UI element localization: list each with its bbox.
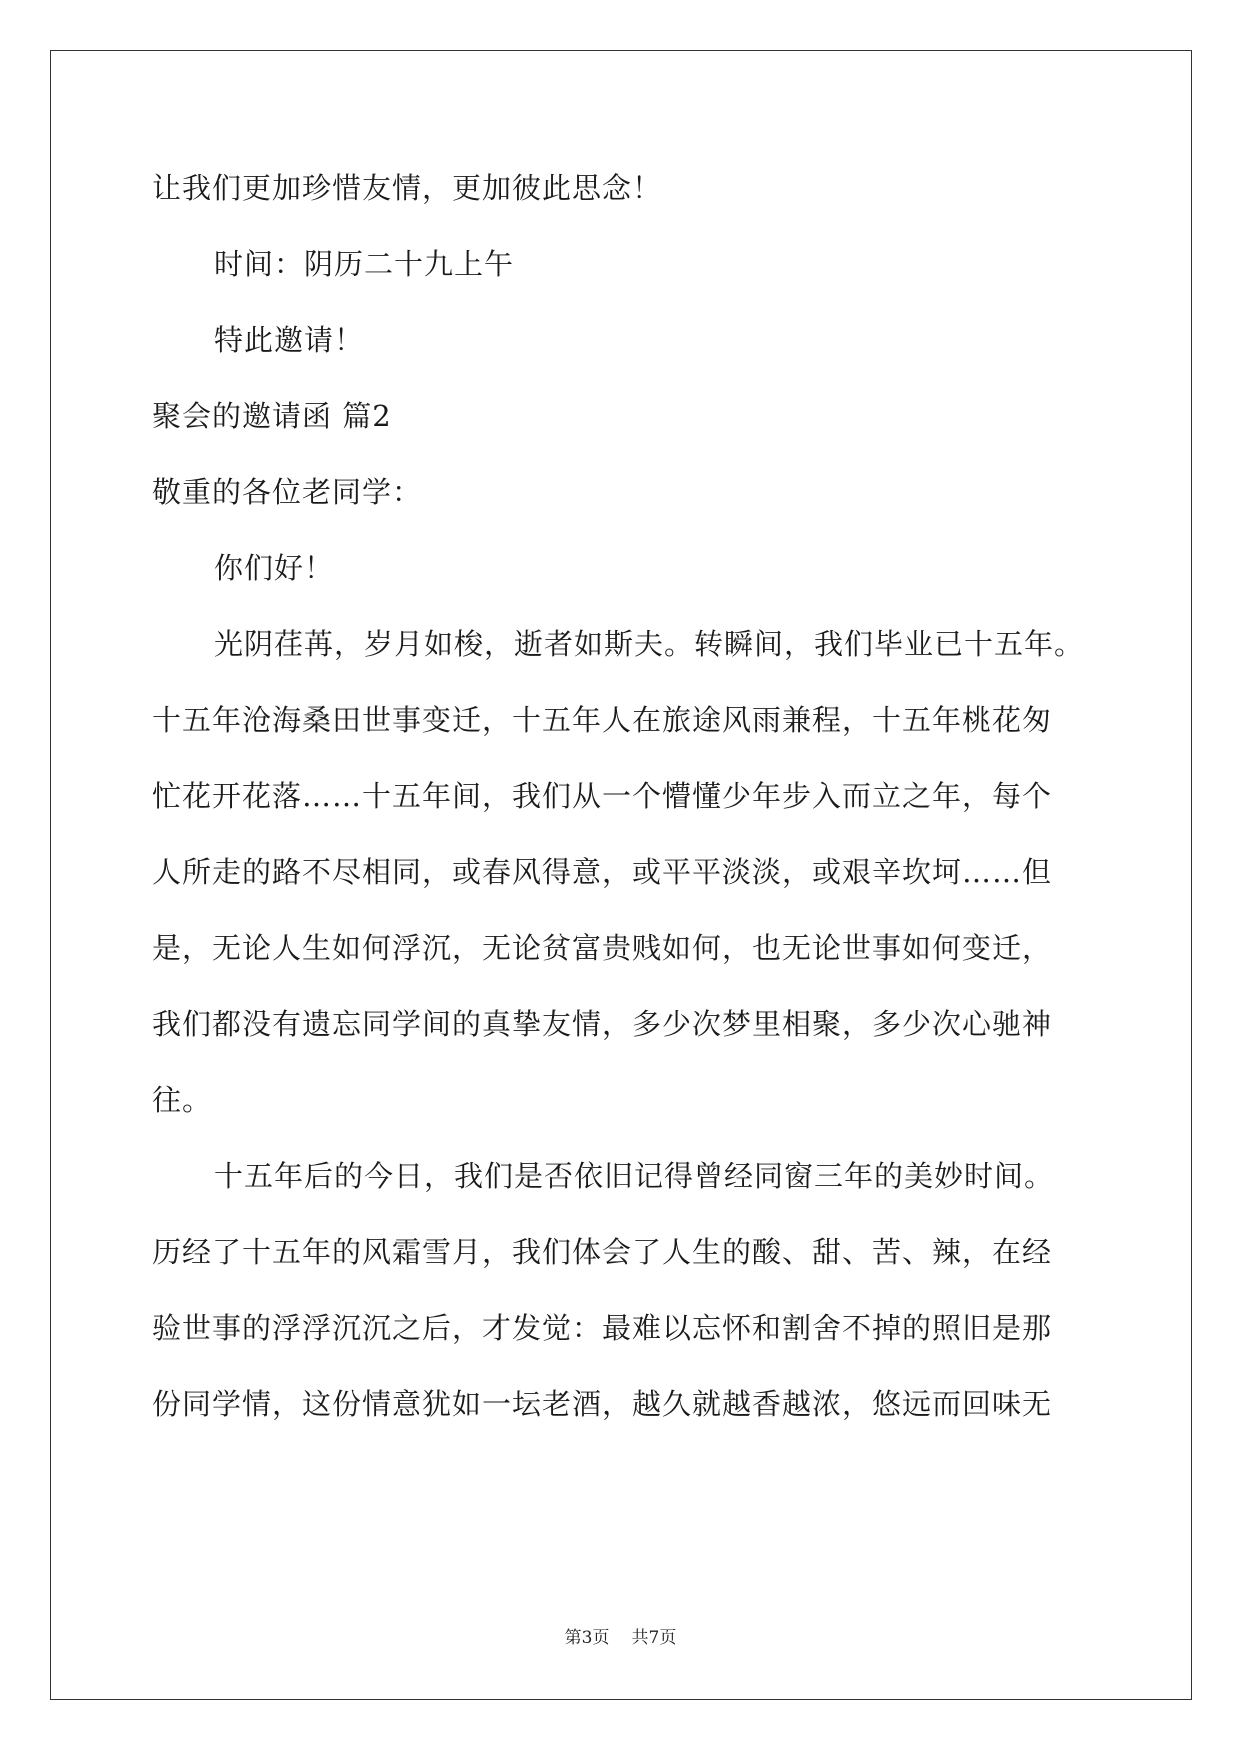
- salutation: 敬重的各位老同学：: [152, 475, 423, 509]
- paragraph-line: 份同学情，这份情意犹如一坛老酒，越久就越香越浓，悠远而回味无: [152, 1387, 1053, 1421]
- paragraph-line: 我们都没有遗忘同学间的真挚友情，多少次梦里相聚，多少次心驰神: [152, 1007, 1053, 1041]
- page-number: 第3页: [564, 1628, 610, 1648]
- page-total: 共7页: [631, 1628, 677, 1648]
- paragraph-line: 是，无论人生如何浮沉，无论贫富贵贱如何，也无论世事如何变迁，: [152, 931, 1053, 965]
- paragraph-line: 光阴荏苒，岁月如梭，逝者如斯夫。转瞬间，我们毕业已十五年。: [214, 627, 1085, 661]
- greeting: 你们好！: [214, 551, 335, 585]
- text-line-invitation: 特此邀请！: [214, 323, 365, 357]
- paragraph-line: 忙花开花落……十五年间，我们从一个懵懂少年步入而立之年，每个: [152, 779, 1053, 813]
- text-line: 让我们更加珍惜友情，更加彼此思念！: [152, 171, 663, 205]
- paragraph-line: 十五年后的今日，我们是否依旧记得曾经同窗三年的美妙时间。: [214, 1159, 1055, 1193]
- paragraph-line: 十五年沧海桑田世事变迁，十五年人在旅途风雨兼程，十五年桃花匆: [152, 703, 1053, 737]
- section-heading: 聚会的邀请函 篇2: [152, 399, 392, 433]
- paragraph-line: 往。: [152, 1083, 213, 1117]
- page-footer: [0, 1626, 1241, 1650]
- paragraph-line: 历经了十五年的风霜雪月，我们体会了人生的酸、甜、苦、辣，在经: [152, 1235, 1053, 1269]
- text-line-time: 时间：阴历二十九上午: [214, 247, 515, 281]
- paragraph-line: 人所走的路不尽相同，或春风得意，或平平淡淡，或艰辛坎坷……但: [152, 855, 1053, 889]
- paragraph-line: 验世事的浮浮沉沉之后，才发觉：最难以忘怀和割舍不掉的照旧是那: [152, 1311, 1053, 1345]
